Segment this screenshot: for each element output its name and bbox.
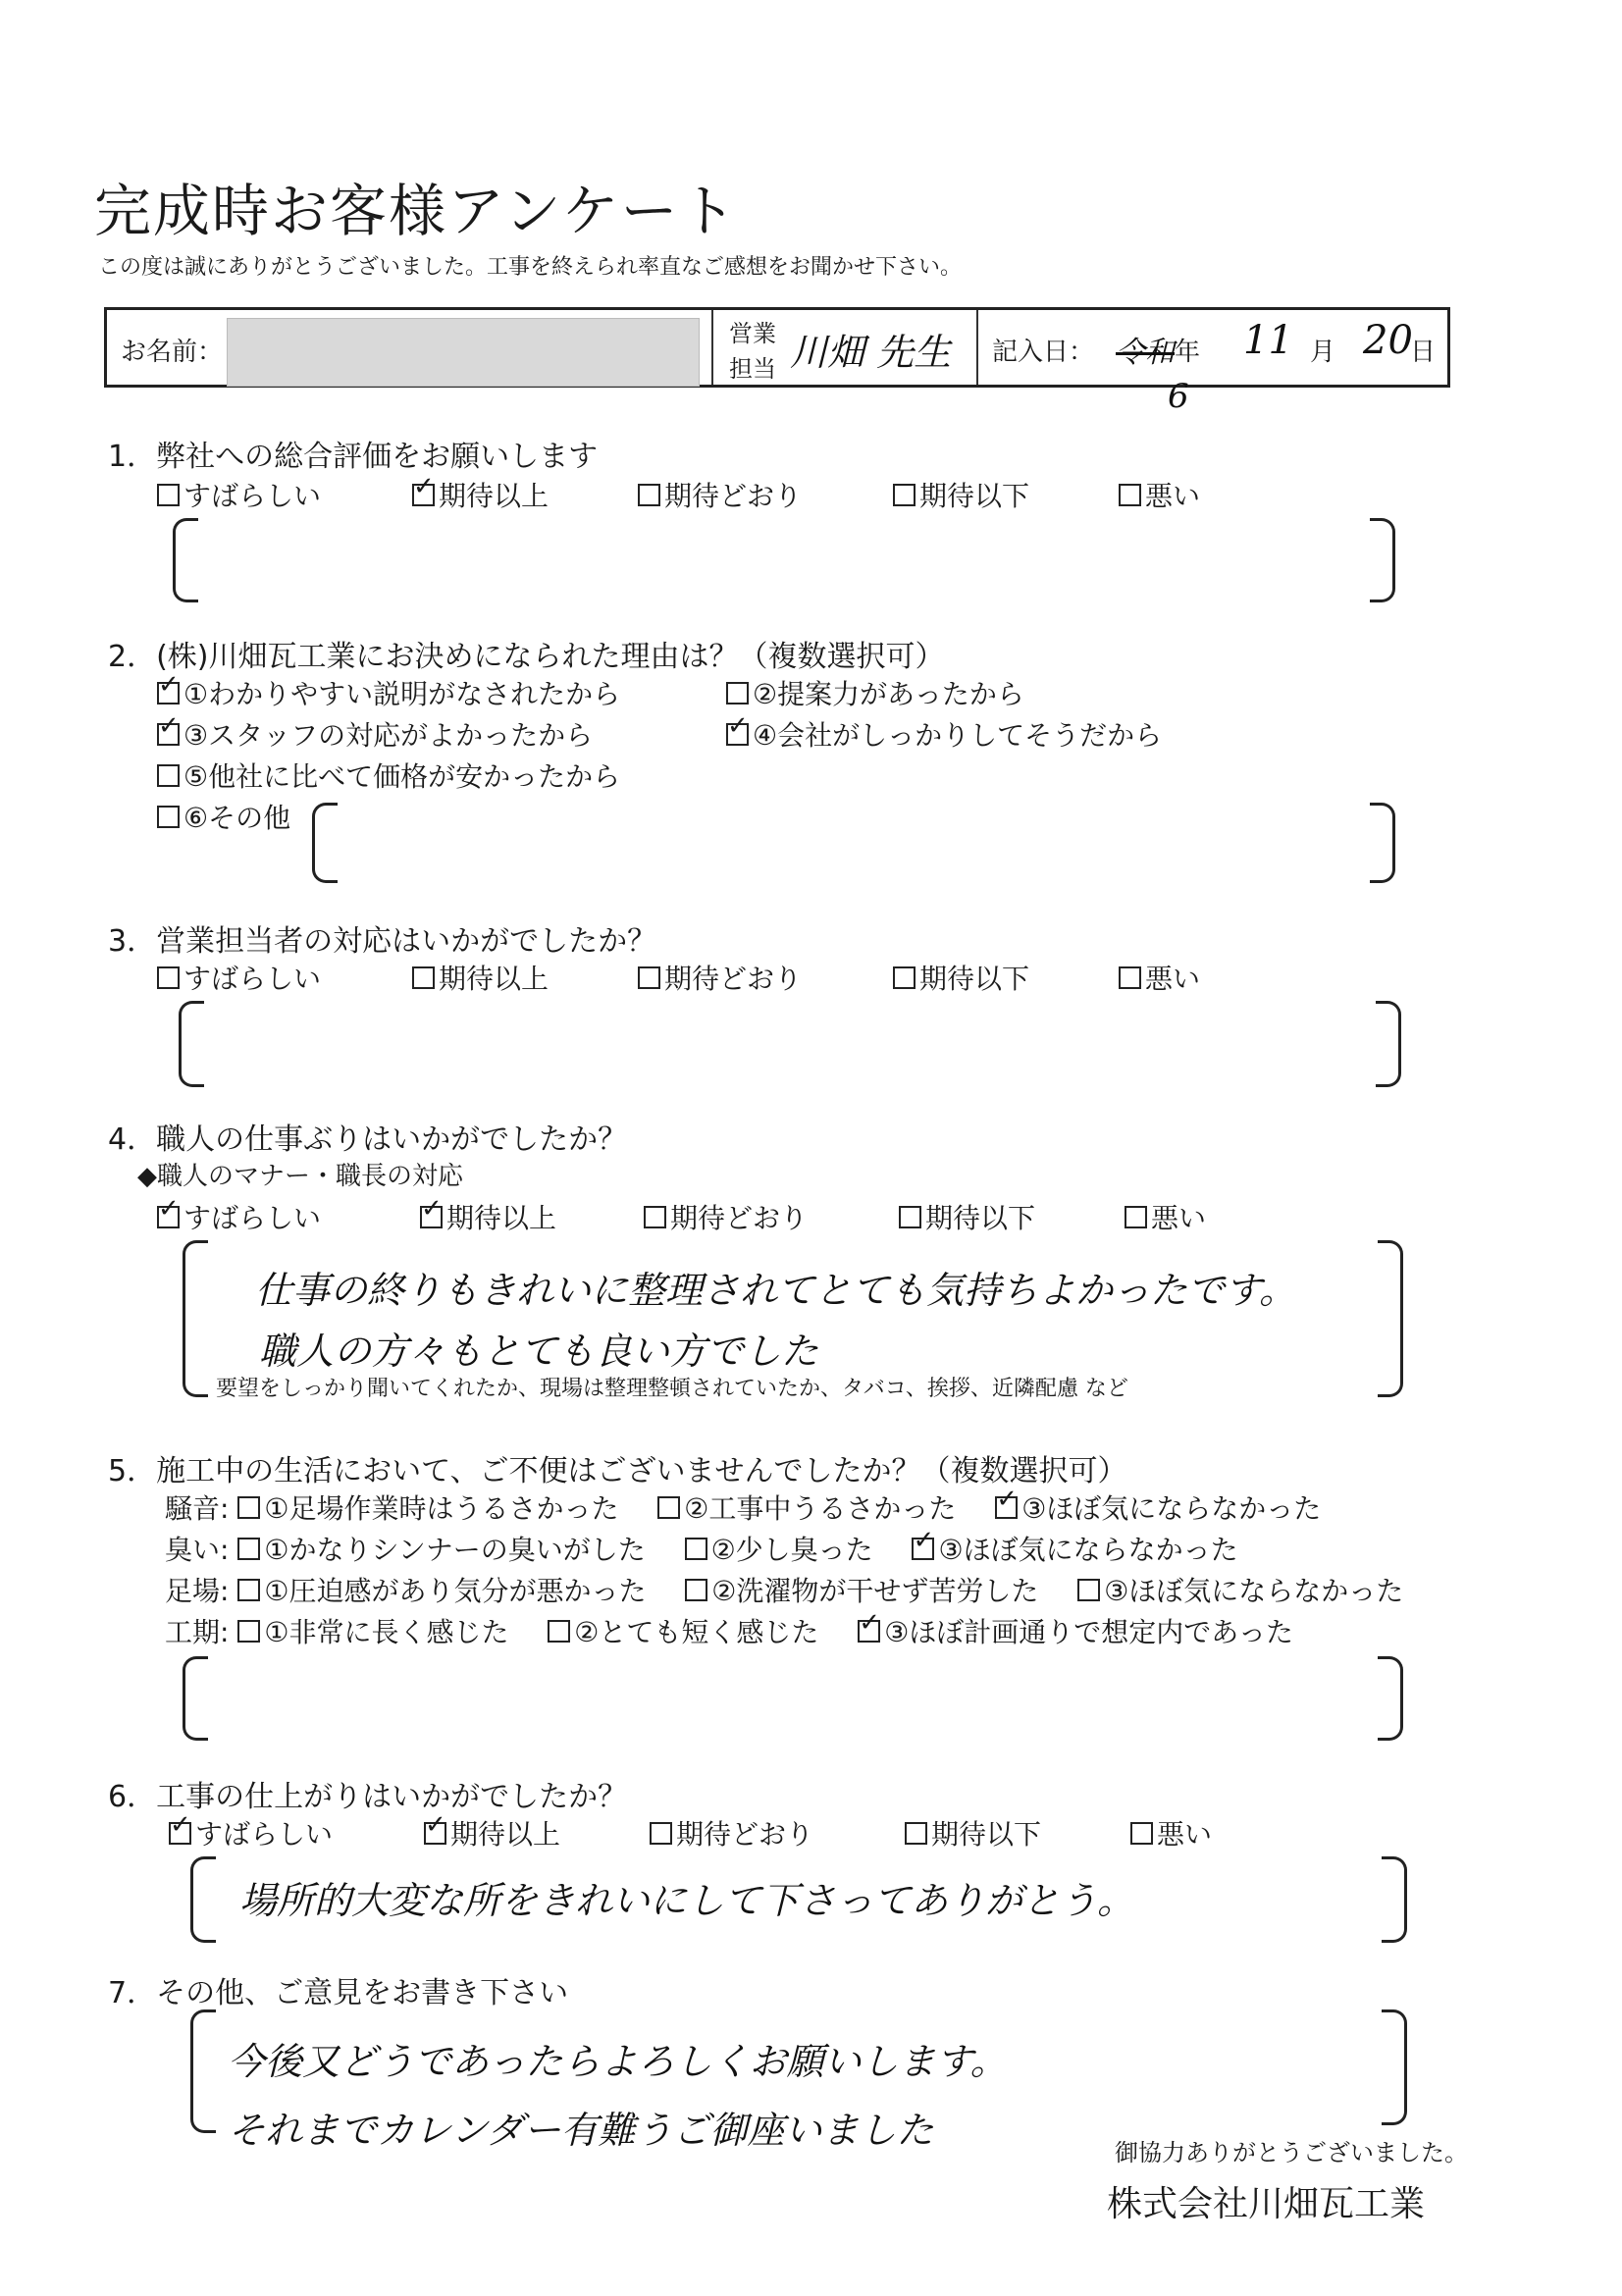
q4-comment-bracket-left: [183, 1240, 208, 1397]
q5-schedule-checkbox-0[interactable]: [237, 1620, 260, 1643]
q2-option-1[interactable]: ②提案力があったから: [726, 673, 1024, 712]
q5-noise-checkbox-1[interactable]: [657, 1496, 680, 1519]
q5-scaffold-option-0[interactable]: ①圧迫感があり気分が悪かった: [237, 1575, 646, 1607]
q5-row-noise: [165, 1487, 1321, 1527]
q2-option-4[interactable]: ⑤他社に比べて価格が安かったから: [157, 756, 620, 795]
q2-other-input[interactable]: [338, 807, 1364, 881]
q6-comment-bracket-left: [190, 1856, 216, 1943]
q5-scaffold-checkbox-0[interactable]: [237, 1579, 260, 1601]
q5-comment-bracket-right: [1378, 1656, 1403, 1741]
q4-checkbox-3[interactable]: [899, 1206, 921, 1228]
q1-option-3[interactable]: 期待以下: [893, 475, 1029, 514]
page-subtitle: この度は誠にありがとうございました。工事を終えられ率直なご感想をお聞かせ下さい。: [98, 255, 963, 280]
q5-smell-option-2[interactable]: ✓ ③ほぼ気にならなかった: [912, 1534, 1237, 1566]
q5-row-smell: [165, 1529, 1238, 1568]
date-year: 6: [1168, 377, 1189, 416]
q2-title: 2．(株)川畑瓦工業にお決めになられた理由は？（複数選択可）: [108, 640, 945, 674]
q3-option-2[interactable]: 期待どおり: [638, 958, 802, 997]
q1-checkbox-3[interactable]: [893, 484, 916, 506]
q4-subtitle: ◆職人のマナー・職長の対応: [137, 1162, 463, 1191]
q7-comment-bracket-left: [190, 2009, 216, 2133]
q6-checkbox-3[interactable]: [905, 1822, 927, 1845]
q5-comment-bracket-left: [183, 1656, 208, 1741]
q3-option-4[interactable]: 悪い: [1119, 958, 1200, 997]
date-year-unit: 年: [1175, 338, 1201, 367]
q6-title: 6．工事の仕上がりはいかがでしたか？: [108, 1780, 628, 1814]
q5-row-label: 騒音:: [165, 1492, 230, 1525]
q5-scaffold-checkbox-2[interactable]: [1077, 1579, 1100, 1601]
q5-schedule-option-2[interactable]: ✓ ③ほぼ計画通りで想定内であった: [858, 1616, 1293, 1648]
q3-comment-area[interactable]: [202, 1005, 1370, 1085]
q2-checkbox-5[interactable]: [157, 806, 180, 828]
q3-checkbox-1[interactable]: [412, 966, 435, 989]
q5-row-schedule: [165, 1611, 1293, 1650]
q3-title: 3．営業担当者の対応はいかがでしたか？: [108, 924, 657, 959]
q2-other-bracket-right: [1370, 803, 1395, 883]
date-label: 記入日：: [992, 338, 1095, 367]
sales-rep-name: 川畑 先生: [790, 331, 952, 374]
q5-row-label: 足場:: [165, 1575, 230, 1607]
q7-handwritten-answer-1: 今後又どうであったらよろしくお願いします。: [228, 2040, 1008, 2083]
sales-label-top: 営業: [729, 320, 776, 347]
q6-option-2[interactable]: 期待どおり: [650, 1813, 813, 1852]
date-era: 令和: [1116, 336, 1175, 370]
q2-option-5[interactable]: ⑥その他: [157, 797, 290, 836]
q1-comment-area[interactable]: [196, 522, 1364, 600]
q3-checkbox-2[interactable]: [638, 966, 660, 989]
q1-option-1[interactable]: ✓ 期待以上: [412, 475, 549, 514]
q6-checkbox-2[interactable]: [650, 1822, 672, 1845]
q3-option-3[interactable]: 期待以下: [893, 958, 1029, 997]
q4-option-2[interactable]: 期待どおり: [644, 1197, 808, 1236]
q5-schedule-checkbox-2[interactable]: [858, 1620, 880, 1643]
q3-option-0[interactable]: すばらしい: [157, 958, 321, 997]
q4-checkbox-0[interactable]: [157, 1206, 180, 1228]
q1-checkbox-2[interactable]: [638, 484, 660, 506]
q1-checkbox-0[interactable]: [157, 484, 180, 506]
q5-row-scaffold: [165, 1570, 1403, 1609]
q3-checkbox-3[interactable]: [893, 966, 916, 989]
q1-checkbox-4[interactable]: [1119, 484, 1141, 506]
q1-option-0[interactable]: すばらしい: [157, 475, 321, 514]
q5-schedule-option-1[interactable]: ②とても短く感じた: [548, 1616, 818, 1648]
q2-checkbox-0[interactable]: [157, 682, 180, 704]
q2-checkbox-4[interactable]: [157, 764, 180, 787]
date-day: 20: [1363, 318, 1413, 363]
q5-schedule-option-0[interactable]: ①非常に長く感じた: [237, 1616, 508, 1648]
q5-scaffold-checkbox-1[interactable]: [685, 1579, 707, 1601]
q1-option-4[interactable]: 悪い: [1119, 475, 1200, 514]
q4-checkbox-2[interactable]: [644, 1206, 666, 1228]
q6-checkbox-4[interactable]: [1130, 1822, 1153, 1845]
q4-hint: 要望をしっかり聞いてくれたか、現場は整理整頓されていたか、タバコ、挨拶、近隣配慮 など: [216, 1377, 1128, 1401]
q4-handwritten-answer-2: 職人の方々もとても良い方でした: [259, 1330, 819, 1373]
q4-comment-bracket-right: [1378, 1240, 1403, 1397]
q2-checkbox-3[interactable]: [726, 723, 749, 746]
q1-title: 1．弊社への総合評価をお願いします: [108, 440, 599, 474]
q3-comment-bracket-left: [179, 1001, 204, 1087]
q5-row-label: 工期:: [165, 1616, 230, 1648]
q7-title: 7．その他、ご意見をお書き下さい: [108, 1976, 569, 2010]
q5-smell-checkbox-0[interactable]: [237, 1538, 260, 1560]
header-table: [104, 307, 1450, 388]
q5-noise-checkbox-0[interactable]: [237, 1496, 260, 1519]
page-title: 完成時お客様アンケート: [94, 178, 739, 244]
q2-option-3[interactable]: ✓ ④会社がしっかりしてそうだから: [726, 714, 1162, 754]
q4-checkbox-1[interactable]: [420, 1206, 443, 1228]
q4-option-4[interactable]: 悪い: [1125, 1197, 1206, 1236]
date-cell: [978, 310, 1447, 385]
q1-comment-bracket-right: [1370, 518, 1395, 602]
q5-row-label: 臭い:: [165, 1534, 230, 1566]
q6-checkbox-0[interactable]: [169, 1822, 191, 1845]
q3-comment-bracket-right: [1376, 1001, 1401, 1087]
q4-option-1[interactable]: ✓ 期待以上: [420, 1197, 556, 1236]
footer-thanks: 御協力ありがとうございました。: [1115, 2139, 1468, 2166]
q2-checkbox-2[interactable]: [157, 723, 180, 746]
q5-scaffold-option-2[interactable]: ③ほぼ気にならなかった: [1077, 1575, 1403, 1607]
q6-option-1[interactable]: ✓ 期待以上: [424, 1813, 560, 1852]
q1-checkbox-1[interactable]: [412, 484, 435, 506]
q5-scaffold-option-1[interactable]: ②洗濯物が干せず苦労した: [685, 1575, 1038, 1607]
date-day-unit: 日: [1410, 338, 1437, 367]
q5-smell-checkbox-1[interactable]: [685, 1538, 707, 1560]
q4-option-3[interactable]: 期待以下: [899, 1197, 1035, 1236]
q2-other-bracket-left: [312, 803, 338, 883]
q1-comment-bracket-left: [173, 518, 198, 602]
q7-handwritten-answer-2: それまでカレンダー有難うご御座いました: [228, 2109, 934, 2152]
q3-option-1[interactable]: 期待以上: [412, 958, 549, 997]
q6-option-0[interactable]: ✓すばらしい: [169, 1813, 333, 1852]
q5-smell-option-1[interactable]: ②少し臭った: [685, 1534, 873, 1566]
q5-noise-option-0[interactable]: ①足場作業時はうるさかった: [237, 1492, 618, 1525]
name-cell: [107, 310, 713, 385]
q6-comment-bracket-right: [1382, 1856, 1407, 1943]
q5-title: 5．施工中の生活において、ご不便はございませんでしたか？（複数選択可）: [108, 1454, 1127, 1488]
q6-option-4[interactable]: 悪い: [1130, 1813, 1212, 1852]
q5-noise-option-2[interactable]: ✓ ③ほぼ気にならなかった: [995, 1492, 1321, 1525]
date-month: 11: [1243, 318, 1293, 363]
sales-label-bottom: 担当: [729, 355, 776, 383]
q4-checkbox-4[interactable]: [1125, 1206, 1147, 1228]
q7-comment-bracket-right: [1382, 2009, 1407, 2125]
sales-cell: [713, 310, 978, 385]
q5-noise-checkbox-2[interactable]: [995, 1496, 1018, 1519]
q5-smell-option-0[interactable]: ①かなりシンナーの臭いがした: [237, 1534, 645, 1566]
q2-option-0[interactable]: ✓①わかりやすい説明がなされたから: [157, 673, 620, 712]
q5-schedule-checkbox-1[interactable]: [548, 1620, 570, 1643]
q5-smell-checkbox-2[interactable]: [912, 1538, 934, 1560]
q6-option-3[interactable]: 期待以下: [905, 1813, 1041, 1852]
date-month-unit: 月: [1310, 338, 1336, 367]
q2-checkbox-1[interactable]: [726, 682, 749, 704]
q5-comment-area[interactable]: [206, 1660, 1372, 1739]
q4-option-0[interactable]: ✓すばらしい: [157, 1197, 321, 1236]
q4-title: 4．職人の仕事ぶりはいかがでしたか？: [108, 1122, 628, 1157]
q2-option-2[interactable]: ✓③スタッフの対応がよかったから: [157, 714, 593, 754]
q5-noise-option-1[interactable]: ②工事中うるさかった: [657, 1492, 956, 1525]
q6-handwritten-answer: 場所的大変な所をきれいにして下さってありがとう。: [239, 1879, 1135, 1922]
name-label: お名前：: [121, 338, 224, 367]
company-name: 株式会社川畑瓦工業: [1107, 2184, 1426, 2224]
q3-checkbox-4[interactable]: [1119, 966, 1141, 989]
q4-handwritten-answer-1: 仕事の終りもきれいに整理されてとても気持ちよかったです。: [255, 1269, 1296, 1312]
q6-checkbox-1[interactable]: [424, 1822, 446, 1845]
q3-checkbox-0[interactable]: [157, 966, 180, 989]
redacted-name-field[interactable]: [227, 318, 700, 387]
q1-option-2[interactable]: 期待どおり: [638, 475, 802, 514]
